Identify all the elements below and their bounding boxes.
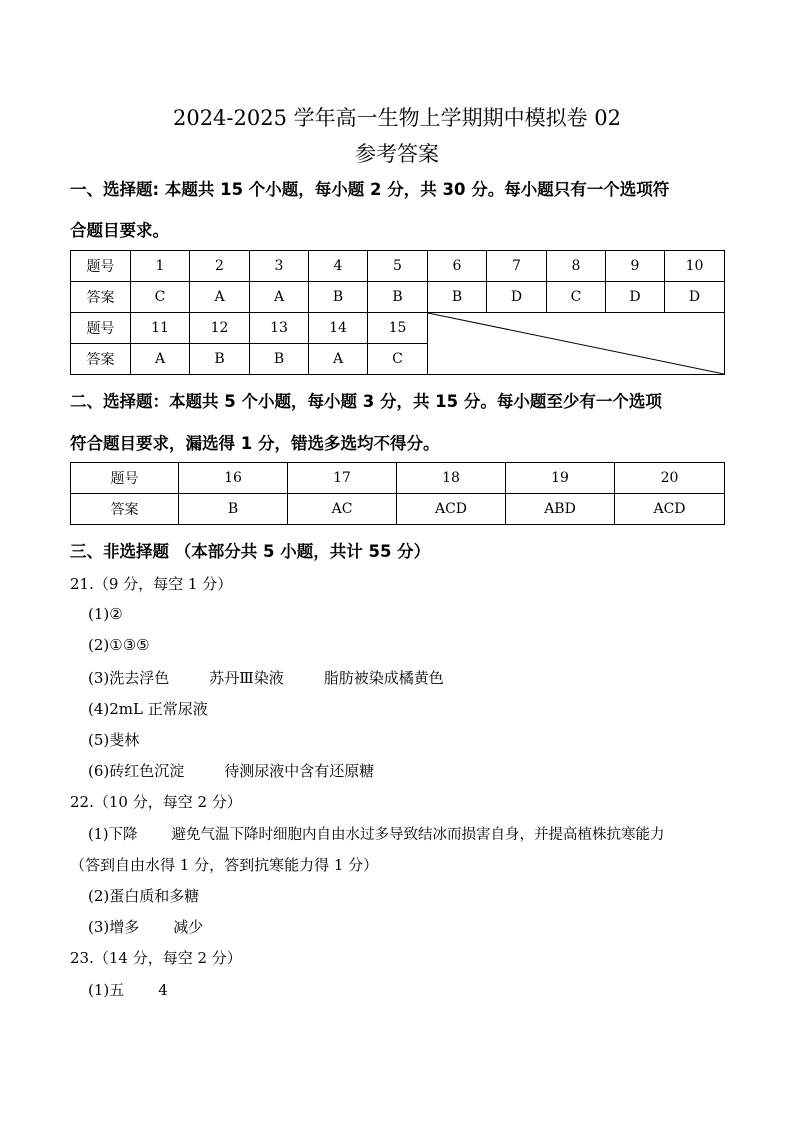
- question-number: 3: [250, 251, 309, 282]
- answer-cell: D: [606, 282, 665, 313]
- section1-answer-table: [70, 250, 725, 375]
- table-row: [71, 251, 725, 282]
- answer-cell: ABD: [506, 494, 615, 525]
- answer-cell: C: [368, 344, 428, 375]
- diagonal-line: [428, 313, 724, 374]
- q21-answer-3-part2: 苏丹Ⅲ染液: [209, 669, 284, 687]
- answer-cell: A: [250, 282, 309, 313]
- answer-cell: B: [179, 494, 288, 525]
- question-number: 16: [179, 463, 288, 494]
- question-number: 18: [397, 463, 506, 494]
- q22-answer-3: [88, 916, 203, 937]
- q23-answer-1: [88, 979, 168, 1000]
- question-number: 10: [665, 251, 725, 282]
- section3-heading: 三、非选择题 （本部分共 5 小题，共计 55 分）: [70, 542, 431, 561]
- row-label: 题号: [71, 313, 131, 344]
- answer-cell: B: [309, 282, 368, 313]
- q23-answer-1-part1: (1)五: [88, 981, 125, 999]
- q21-answer-4: (4)2mL 正常尿液: [88, 700, 208, 718]
- row-label: 答案: [71, 282, 131, 313]
- section2-answer-table: [70, 462, 725, 525]
- row-label: 题号: [71, 251, 131, 282]
- question-number: 9: [606, 251, 665, 282]
- q23-answer-1-part2: 4: [158, 981, 168, 999]
- q22-answer-3-part1: (3)增多: [88, 918, 140, 936]
- answer-cell: A: [190, 282, 250, 313]
- answer-cell: B: [368, 282, 428, 313]
- question-number: 19: [506, 463, 615, 494]
- section2-heading-line1: 二、选择题：本题共 5 个小题，每小题 3 分，共 15 分。每小题至少有一个选项: [70, 392, 662, 411]
- answer-cell: B: [190, 344, 250, 375]
- table-row: [71, 313, 725, 344]
- answer-cell: A: [309, 344, 368, 375]
- question-number: 8: [547, 251, 606, 282]
- q21-answer-6-part1: (6)砖红色沉淀: [88, 762, 185, 780]
- q21-answer-2: (2)①③⑤: [88, 636, 150, 654]
- question-number: 1: [131, 251, 190, 282]
- answer-cell: ACD: [397, 494, 506, 525]
- question-number: 20: [615, 463, 725, 494]
- table-row: [71, 463, 725, 494]
- question-number: 17: [288, 463, 397, 494]
- q22-answer-3-part2: 减少: [173, 918, 204, 936]
- empty-diagonal-cell: [428, 313, 725, 375]
- answer-cell: D: [487, 282, 547, 313]
- table-row: [71, 282, 725, 313]
- answer-cell: ACD: [615, 494, 725, 525]
- question-number: 7: [487, 251, 547, 282]
- q22-answer-1-part1: (1)下降: [88, 827, 138, 843]
- question-number: 12: [190, 313, 250, 344]
- answer-cell: C: [547, 282, 606, 313]
- q21-answer-5: (5)斐林: [88, 731, 140, 749]
- question-number: 15: [368, 313, 428, 344]
- q21-header: 21.（9 分，每空 1 分）: [70, 575, 233, 593]
- section2-heading-line2: 符合题目要求，漏选得 1 分，错选多选均不得分。: [70, 434, 440, 453]
- row-label: 答案: [71, 494, 179, 525]
- q21-answer-3-part3: 脂肪被染成橘黄色: [323, 669, 444, 687]
- answer-cell: B: [428, 282, 487, 313]
- document-subtitle: 参考答案: [355, 142, 439, 166]
- q21-answer-6-part2: 待测尿液中含有还原糖: [224, 762, 375, 780]
- q21-answer-3: [88, 667, 444, 688]
- question-number: 5: [368, 251, 428, 282]
- q22-header: 22.（10 分，每空 2 分）: [70, 793, 242, 811]
- question-number: 14: [309, 313, 368, 344]
- answer-cell: A: [131, 344, 190, 375]
- q23-header: 23.（14 分，每空 2 分）: [70, 949, 242, 967]
- question-number: 11: [131, 313, 190, 344]
- row-label: 答案: [71, 344, 131, 375]
- section1-heading-line2: 合题目要求。: [70, 221, 169, 240]
- q21-answer-1: (1)②: [88, 605, 123, 623]
- question-number: 6: [428, 251, 487, 282]
- document-title: 2024-2025 学年高一生物上学期期中模拟卷 02: [172, 106, 622, 130]
- q21-answer-6: [88, 760, 374, 781]
- q22-answer-2: (2)蛋白质和多糖: [88, 887, 200, 905]
- q22-answer-1: [88, 823, 665, 844]
- answer-cell: AC: [288, 494, 397, 525]
- question-number: 2: [190, 251, 250, 282]
- row-label: 题号: [71, 463, 179, 494]
- q22-answer-1-part2: 避免气温下降时细胞内自由水过多导致结冰而损害自身，并提高植株抗寒能力: [171, 827, 665, 843]
- answer-cell: B: [250, 344, 309, 375]
- q22-answer-1-note: （答到自由水得 1 分，答到抗寒能力得 1 分）: [70, 856, 379, 874]
- q21-answer-3-part1: (3)洗去浮色: [88, 669, 170, 687]
- answer-cell: C: [131, 282, 190, 313]
- table-row: [71, 494, 725, 525]
- question-number: 4: [309, 251, 368, 282]
- answer-cell: D: [665, 282, 725, 313]
- question-number: 13: [250, 313, 309, 344]
- section1-heading-line1: 一、选择题: 本题共 15 个小题，每小题 2 分，共 30 分。每小题只有一个选项符: [70, 180, 670, 199]
